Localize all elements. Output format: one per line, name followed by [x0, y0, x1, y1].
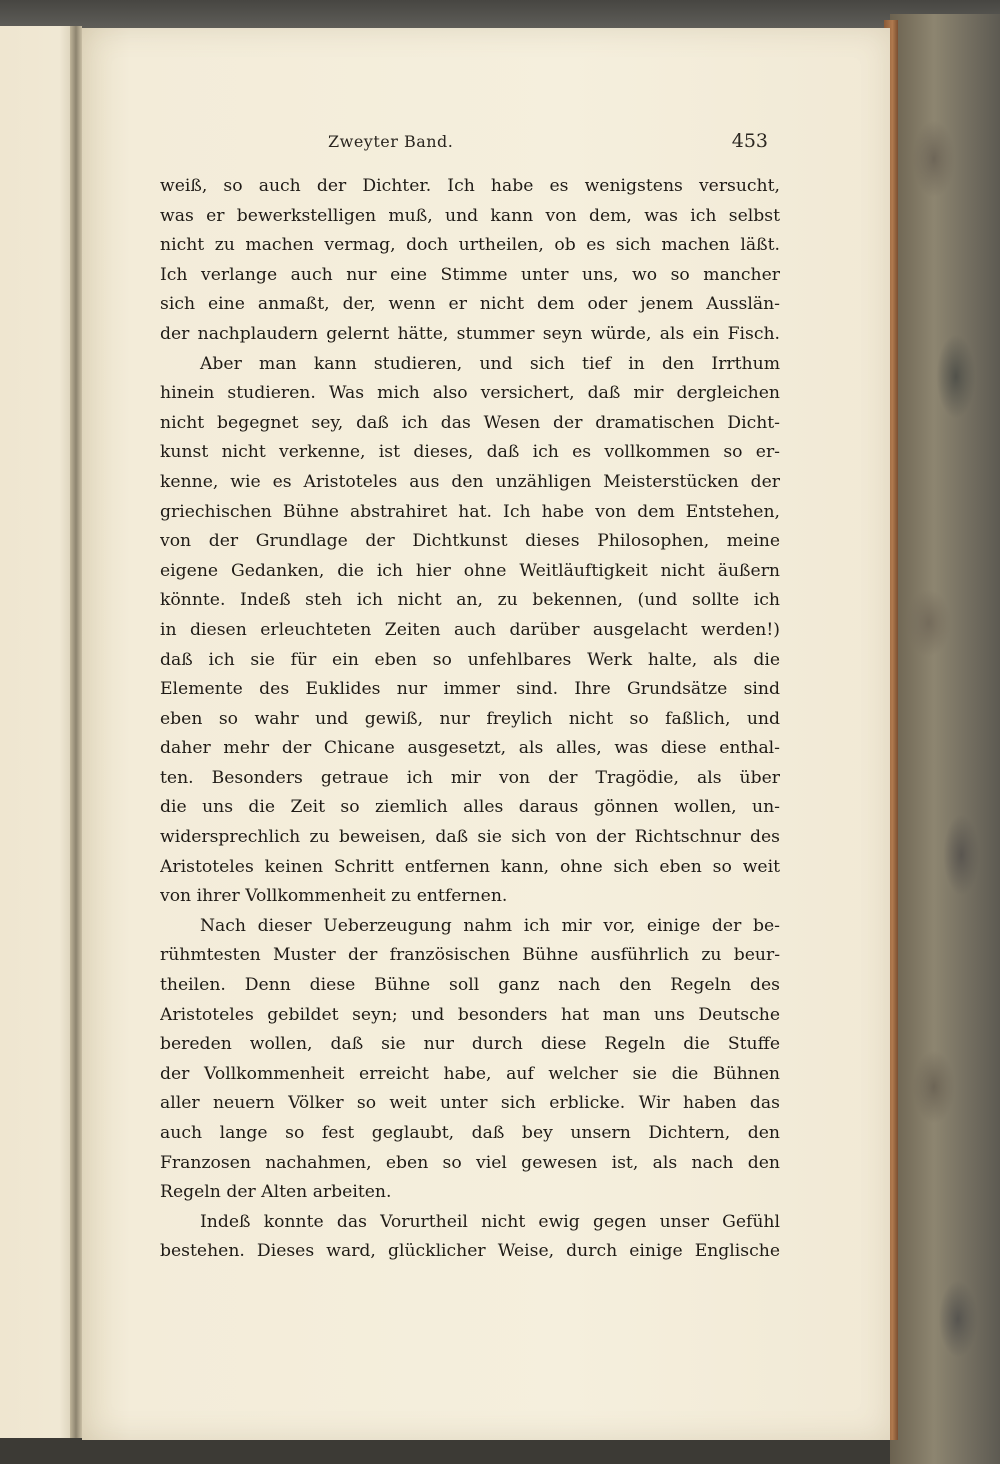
body-text [160, 172, 780, 1267]
text-line: daher mehr der Chicane ausgesetzt, als alles, was diese enthal- [160, 738, 780, 759]
text-line: könnte. Indeß steh ich nicht an, zu bekennen, (und sollte ich [160, 590, 780, 611]
text-line: eigene Gedanken, die ich hier ohne Weitläuftigkeit nicht äußern [160, 560, 780, 581]
text-line: griechischen Bühne abstrahiret hat. Ich habe von dem Entstehen, [160, 501, 780, 522]
text-line: von der Grundlage der Dichtkunst dieses Philosophen, meine [160, 531, 780, 552]
text-line: Ich verlange auch nur eine Stimme unter uns, wo so mancher [160, 264, 780, 285]
text-line: ten. Besonders getraue ich mir von der Tragödie, als über [160, 767, 780, 788]
text-line: Nach dieser Ueberzeugung nahm ich mir vor, einige der be- [200, 915, 780, 936]
text-line: nicht begegnet sey, daß ich das Wesen der dramatischen Dicht- [160, 412, 780, 433]
text-line: sich eine anmaßt, der, wenn er nicht dem oder jenem Ausslän- [160, 294, 780, 315]
text-line: kenne, wie es Aristoteles aus den unzähligen Meisterstücken der [160, 471, 780, 492]
text-line: bestehen. Dieses ward, glücklicher Weise, durch einige Englische [160, 1241, 780, 1262]
text-line: Indeß konnte das Vorurtheil nicht ewig gegen unser Gefühl [200, 1211, 780, 1232]
text-line: Aber man kann studieren, und sich tief in den Irrthum [200, 353, 780, 374]
text-line: der nachplaudern gelernt hätte, stummer seyn würde, als ein Fisch. [160, 323, 780, 344]
text-line: kunst nicht verkenne, ist dieses, daß ich es vollkommen so er- [160, 442, 780, 463]
text-line: von ihrer Vollkommenheit zu entfernen. [160, 886, 508, 907]
text-line: Franzosen nachahmen, eben so viel gewesen ist, als nach den [160, 1152, 780, 1173]
text-line: bereden wollen, daß sie nur durch diese Regeln die Stuffe [160, 1034, 780, 1055]
text-line: Regeln der Alten arbeiten. [160, 1182, 392, 1203]
text-line: widersprechlich zu beweisen, daß sie sich von der Richtschnur des [160, 827, 780, 848]
text-line: hinein studieren. Was mich also versichert, daß mir dergleichen [160, 383, 780, 404]
text-line: weiß, so auch der Dichter. Ich habe es wenigstens versucht, [160, 176, 780, 196]
text-line: Aristoteles keinen Schritt entfernen kann, ohne sich eben so weit [160, 856, 780, 877]
text-line: eben so wahr und gewiß, nur freylich nicht so faßlich, und [160, 708, 780, 729]
text-line: aller neuern Völker so weit unter sich erblicke. Wir haben das [160, 1093, 780, 1114]
text-line: Elemente des Euklides nur immer sind. Ihre Grundsätze sind [160, 679, 780, 700]
text-line: rühmtesten Muster der französischen Bühne ausführlich zu beur- [160, 945, 780, 966]
facing-page-edge [0, 26, 74, 1438]
text-line: in diesen erleuchteten Zeiten auch darüber ausgelacht werden!) [160, 619, 780, 640]
text-line: auch lange so fest geglaubt, daß bey unsern Dichtern, den [160, 1123, 780, 1143]
text-line: die uns die Zeit so ziemlich alles daraus gönnen wollen, un- [160, 797, 780, 818]
text-line: Aristoteles gebildet seyn; und besonders hat man uns Deutsche [160, 1004, 780, 1025]
marbled-cover [890, 14, 1000, 1464]
text-line: der Vollkommenheit erreicht habe, auf welcher sie die Bühnen [160, 1063, 780, 1084]
text-line: theilen. Denn diese Bühne soll ganz nach den Regeln des [160, 975, 780, 996]
running-title: Zweyter Band. [328, 132, 454, 151]
text-line: nicht zu machen vermag, doch urtheilen, ob es sich machen läßt. [160, 235, 780, 256]
text-line: daß ich sie für ein eben so unfehlbares Werk halte, als die [160, 649, 780, 670]
page-number: 453 [731, 130, 768, 152]
text-line: was er bewerkstelligen muß, und kann von dem, was ich selbst [160, 205, 780, 226]
book-gutter [70, 26, 82, 1438]
